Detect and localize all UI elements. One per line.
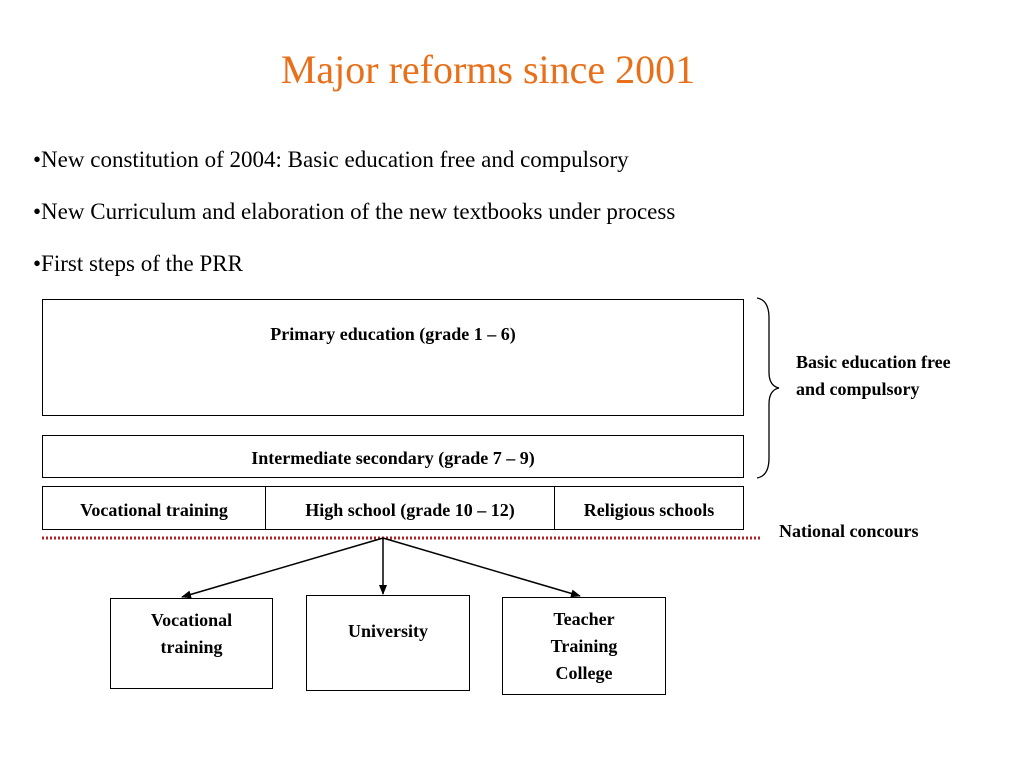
outcome-label-line: Teacher (553, 609, 615, 629)
bullet-item: •First steps of the PRR (33, 251, 243, 276)
slide-title: Major reforms since 2001 (280, 47, 696, 92)
curly-brace (757, 298, 779, 478)
arrow-to-teacher-college (383, 538, 580, 596)
basic-education-label-line: Basic education free (796, 352, 951, 372)
bullet-item: •New constitution of 2004: Basic education free and compulsory (33, 147, 629, 172)
teacher-training-college-outcome-box (502, 597, 666, 695)
basic-education-label-line: and compulsory (796, 379, 920, 399)
outcome-label-line: College (555, 663, 613, 683)
vocational-training-outcome-box (110, 598, 273, 689)
high-school-label: High school (grade 10 – 12) (305, 500, 515, 520)
outcome-label-line: Vocational (150, 610, 233, 630)
vocational-training-label: Vocational training (80, 500, 228, 520)
outcome-label-line: Training (550, 636, 618, 656)
religious-schools-label: Religious schools (583, 500, 715, 520)
intermediate-secondary-label: Intermediate secondary (grade 7 – 9) (251, 448, 535, 468)
primary-education-label: Primary education (grade 1 – 6) (270, 324, 516, 344)
university-outcome-box (306, 595, 470, 691)
national-concours-label: National concours (779, 521, 919, 541)
arrow-to-vocational (182, 538, 383, 597)
bullet-item: •New Curriculum and elaboration of the new textbooks under process (33, 199, 676, 224)
outcome-label-line: University (348, 621, 428, 641)
outcome-label-line: training (160, 637, 223, 657)
